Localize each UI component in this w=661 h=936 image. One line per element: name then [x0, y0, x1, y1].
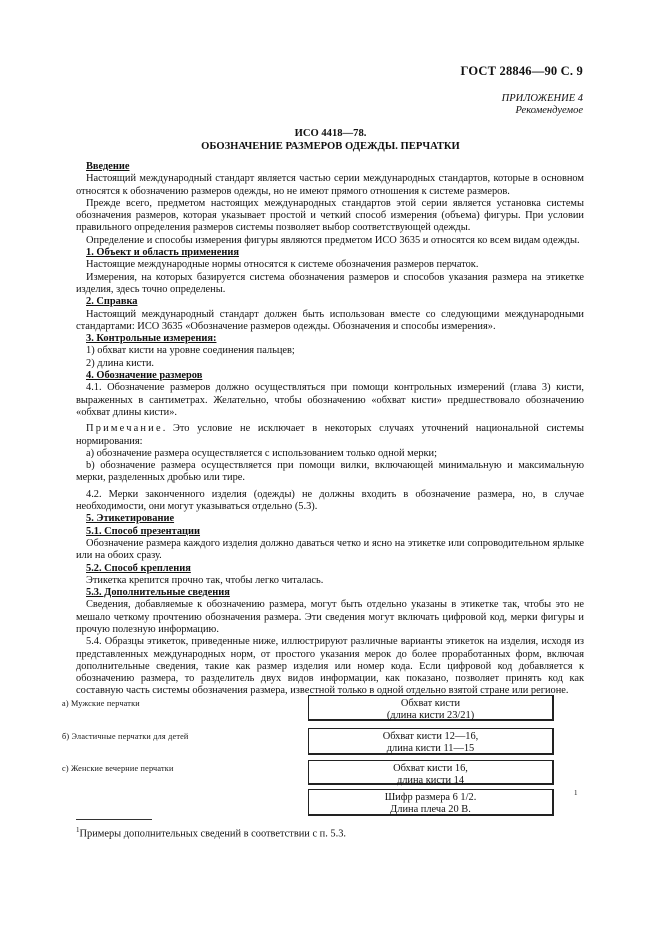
body-paragraph: 2) длина кисти. — [86, 357, 154, 369]
footnote-number: 1 — [76, 826, 80, 834]
body-paragraph: 4.2. Мерки законченного изделия (одежды) не должны входить в обозначение размера, но, в случае необходимости, они могут указываться отдельно (5.3). — [76, 488, 584, 513]
size-label-line: Обхват кисти 12—16, — [382, 731, 479, 742]
section-heading: 5.2. Способ крепления — [86, 562, 191, 574]
section-heading: 5.3. Дополнительные сведения — [86, 587, 230, 599]
body-paragraph: Настоящие международные нормы относятся к системе обозначения размеров перчаток. — [86, 259, 479, 271]
section-heading: Введение — [86, 161, 130, 172]
appendix-title: ПРИЛОЖЕНИЕ 4 — [501, 93, 583, 104]
size-label-children — [308, 728, 554, 755]
section-heading: 5.1. Способ презентации — [86, 525, 201, 537]
section-heading: 2. Справка — [86, 296, 138, 308]
body-paragraph: Определение и способы измерения фигуры являются предметом ИСО 3635 и относятся ко всем видам одежды. — [86, 234, 580, 246]
size-label-line: Обхват кисти 16, — [393, 763, 468, 774]
size-label-line: (длина кисти 23/21) — [386, 709, 475, 721]
iso-number: ИСО 4418—78. — [294, 128, 367, 139]
body-paragraph: 5.4. Образцы этикеток, приведенные ниже, иллюстрируют различные варианты этикеток на изделия, исходя из представленных международных норм, от простого указания мерок до более проработанных форм, включая дополнительные сведения, такие как размер изделия или номер кода. Если цифровой код добавляется к обозначению размера, то разделитель двух видов информации, как показано, позволяет принять код как составную часть системы обозначения размера, известной только в одной отдельно взятой стране или регионе. — [76, 636, 584, 697]
body-paragraph: b) обозначение размера осуществляется при помощи вилки, включающей минимальную и максимальную мерки, разделенных дробью или тире. — [76, 460, 584, 484]
size-label-line: Шифр размера 6 1/2. — [384, 792, 477, 803]
footnote-text: Примеры дополнительных сведений в соответствии с п. 5.3. — [79, 828, 347, 840]
body-paragraph: Настоящий международный стандарт является частью серии международных стандартов, которые в основном относятся к обозначению размеров одежды, но не имеют прямого отношения к системе размеров. — [76, 173, 584, 197]
body-paragraph: Сведения, добавляемые к обозначению размера, могут быть отдельно указаны в этикетке так, чтобы это не мешало четкому прочтению обозначения размера. Эти сведения могут включать цифровой код, мерки фигуры и прочую полезную информацию. — [76, 599, 584, 635]
body-paragraph: Настоящий международный стандарт должен быть использован вместе со следующими международными стандартами: ИСО 3635 «Обозначение размеров одежды. Обозначения и способы измерения». — [76, 308, 584, 332]
body-paragraph: Измерения, на которых базируется система обозначения размеров и способов указания размера на этикетке изделия, здесь точно определены. — [76, 271, 584, 295]
size-label-men — [308, 695, 554, 721]
note-lead: Примечание — [86, 423, 163, 435]
section-heading: 1. Объект и область применения — [86, 247, 239, 259]
document-title: ОБОЗНАЧЕНИЕ РАЗМЕРОВ ОДЕЖДЫ. ПЕРЧАТКИ — [201, 141, 460, 152]
body-paragraph: 4.1. Обозначение размеров должно осуществляться при помощи контрольных измерений (глава 3) кисти, выраженных в сантиметрах. Желательно, чтобы обозначению «обхват кисти» предшествовало обозначению «обхват длины кисти». — [76, 382, 584, 418]
size-label-women — [308, 760, 554, 785]
note-paragraph — [76, 423, 584, 448]
note-text: . Это условие не исключает в некоторых случаях уточнений национальной системы нормирования: — [76, 423, 584, 447]
body-paragraph: а) обозначение размера осуществляется с использованием только одной мерки; — [86, 447, 438, 459]
section-heading: 5. Этикетирование — [86, 513, 175, 525]
page-header: ГОСТ 28846—90 С. 9 — [460, 64, 583, 78]
size-label-extra — [308, 789, 554, 816]
size-label-line: Обхват кисти — [400, 698, 461, 709]
size-label-line: длина кисти 11—15 — [386, 742, 475, 754]
section-heading: 3. Контрольные измерения: — [86, 333, 217, 345]
footnote — [76, 826, 346, 839]
label-caption-children: б) Эластичные перчатки для детей — [62, 732, 189, 741]
label-caption-women: с) Женские вечерние перчатки — [62, 764, 174, 773]
appendix-block — [502, 93, 583, 117]
size-label-line: длина кисти 14 — [396, 774, 465, 786]
document-body — [76, 161, 584, 698]
appendix-status: Рекомендуемое — [515, 105, 583, 116]
body-paragraph: Прежде всего, предметом настоящих международных стандартов этой серии является установка системы обозначения размеров, которая указывает простой и четкий способ измерения (объема) фигуры. При условии правильного определения размеров системы позволяет выбор соответствующей одежды. — [76, 197, 584, 234]
body-paragraph: Обозначение размера каждого изделия должно даваться четко и ясно на этикетке или сопроводительном ярлыке или на обоих сразу. — [76, 537, 584, 562]
body-paragraph: 1) обхват кисти на уровне соединения пальцев; — [86, 345, 295, 357]
section-heading: 4. Обозначение размеров — [86, 370, 203, 382]
body-paragraph: Этикетка крепится прочно так, чтобы легко читалась. — [86, 574, 324, 586]
label-caption-men: а) Мужские перчатки — [62, 699, 140, 708]
size-label-line: Длина плеча 20 В. — [390, 803, 471, 815]
footnote-marker: 1 — [574, 789, 578, 797]
footnote-rule — [76, 819, 152, 820]
